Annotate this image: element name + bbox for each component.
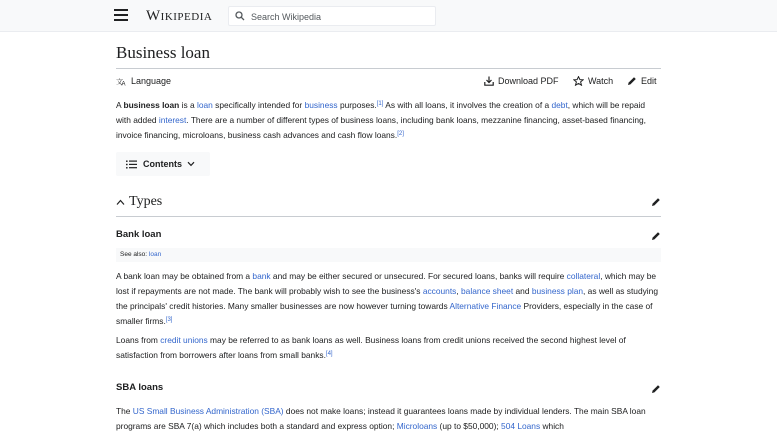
edit-label: Edit [641, 76, 657, 86]
text: does not make loans; instead it guarantees loans made by individual lenders. The main SBA loan programs are SBA 7(a) which includes both a standard and express option; [116, 406, 646, 431]
text: , which may be lost if repayments are not made. The bank will probably wish to see the business's [116, 271, 657, 296]
lead-paragraph [116, 98, 661, 143]
pencil-icon [627, 76, 637, 86]
pencil-icon[interactable] [651, 197, 661, 207]
svg-text:A: A [121, 81, 126, 86]
text: . There are a number of different types of business loans, including bank loans, mezzanine financing, asset-based financing, invoice financing, microloans, business cash advances and cash flow loans. [116, 115, 646, 140]
link-microloans[interactable]: Microloans [396, 421, 438, 431]
text: which [540, 421, 564, 431]
text: and may be either secured or unsecured. For secured loans, banks will require [270, 271, 567, 281]
main-menu-icon[interactable] [114, 9, 128, 21]
pencil-icon[interactable] [651, 231, 661, 241]
section-heading-types[interactable] [116, 192, 661, 212]
section-divider [116, 216, 661, 217]
subsection-heading-bank-loan [116, 229, 661, 243]
sba-paragraph [116, 404, 661, 434]
link-debt[interactable]: debt [551, 100, 568, 110]
citation-3[interactable]: [3] [165, 317, 173, 323]
link-business-plan[interactable]: business plan [531, 286, 584, 296]
text: purposes. [337, 100, 377, 110]
text: Loans from [116, 335, 161, 345]
pencil-icon[interactable] [651, 384, 661, 394]
watch-button[interactable] [573, 76, 613, 86]
header-bar [0, 0, 777, 32]
bank-loan-paragraph-1 [116, 269, 661, 329]
section-title: Types [129, 194, 163, 209]
language-icon [116, 77, 127, 86]
wikipedia-wordmark[interactable]: Wikipedia [146, 8, 213, 24]
text: specifically intended for [212, 100, 305, 110]
hatnote-label: See also: [120, 251, 149, 258]
link-504-loans[interactable]: 504 Loans [501, 421, 541, 431]
text: , [456, 286, 462, 296]
text: is a [179, 100, 197, 110]
bank-loan-paragraph-2 [116, 333, 661, 363]
link-alternative-finance[interactable]: Alternative Finance [449, 301, 522, 311]
link-loan[interactable]: loan [197, 100, 213, 110]
contents-label: Contents [143, 159, 182, 169]
download-pdf-button[interactable] [484, 76, 559, 86]
subsection-title: SBA loans [116, 382, 164, 393]
page-toolbar [116, 74, 661, 90]
text: The [116, 406, 133, 416]
svg-text:文: 文 [116, 78, 123, 86]
link-accounts[interactable]: accounts [422, 286, 457, 296]
list-icon [126, 160, 137, 169]
download-icon [484, 76, 494, 86]
link-balance-sheet[interactable]: balance sheet [461, 286, 514, 296]
citation-4[interactable]: [4] [325, 351, 333, 357]
text: (up to $50,000); [437, 421, 502, 431]
link-see-also-loan[interactable]: loan [148, 251, 162, 258]
link-credit-unions[interactable]: credit unions [160, 335, 208, 345]
subsection-heading-sba-loans [116, 382, 661, 396]
link-business[interactable]: business [304, 100, 338, 110]
citation-2[interactable]: [2] [397, 131, 404, 137]
chevron-down-icon [187, 161, 195, 167]
edit-button[interactable] [627, 76, 657, 86]
text: A bank loan may be obtained from a [116, 271, 253, 281]
chevron-up-icon [116, 199, 125, 206]
star-icon [573, 76, 584, 86]
title-divider [116, 68, 661, 69]
language-button[interactable] [116, 76, 171, 86]
text: , as well as studying the principals' credit histories. Many smaller businesses are now however turning towards [116, 286, 658, 311]
language-label: Language [131, 76, 172, 86]
search-icon [235, 11, 245, 21]
download-pdf-label: Download PDF [498, 76, 559, 86]
see-also-hatnote [116, 248, 661, 262]
link-collateral[interactable]: collateral [566, 271, 601, 281]
text: and [513, 286, 532, 296]
search-input[interactable] [249, 9, 433, 25]
link-bank[interactable]: bank [252, 271, 271, 281]
text: A [116, 100, 124, 110]
link-sba[interactable]: US Small Business Administration (SBA) [132, 406, 284, 416]
text: Providers, especially in the case of smaller firms. [116, 301, 653, 326]
citation-1[interactable]: [1] [376, 101, 384, 107]
text: may be referred to as bank loans as well. Business loans from credit unions received the second highest level of satisfaction from borrowers after loans from small banks. [116, 335, 626, 360]
text: As with all loans, it involves the creation of a [383, 100, 552, 110]
search-box[interactable] [228, 6, 436, 26]
text: , which will be repaid with added [116, 100, 646, 125]
link-interest[interactable]: interest [158, 115, 187, 125]
bold-term: business loan [123, 100, 180, 110]
subsection-title: Bank loan [116, 229, 162, 240]
contents-toggle-button[interactable] [116, 152, 210, 176]
page-title: Business loan [116, 43, 210, 62]
watch-label: Watch [588, 76, 614, 86]
